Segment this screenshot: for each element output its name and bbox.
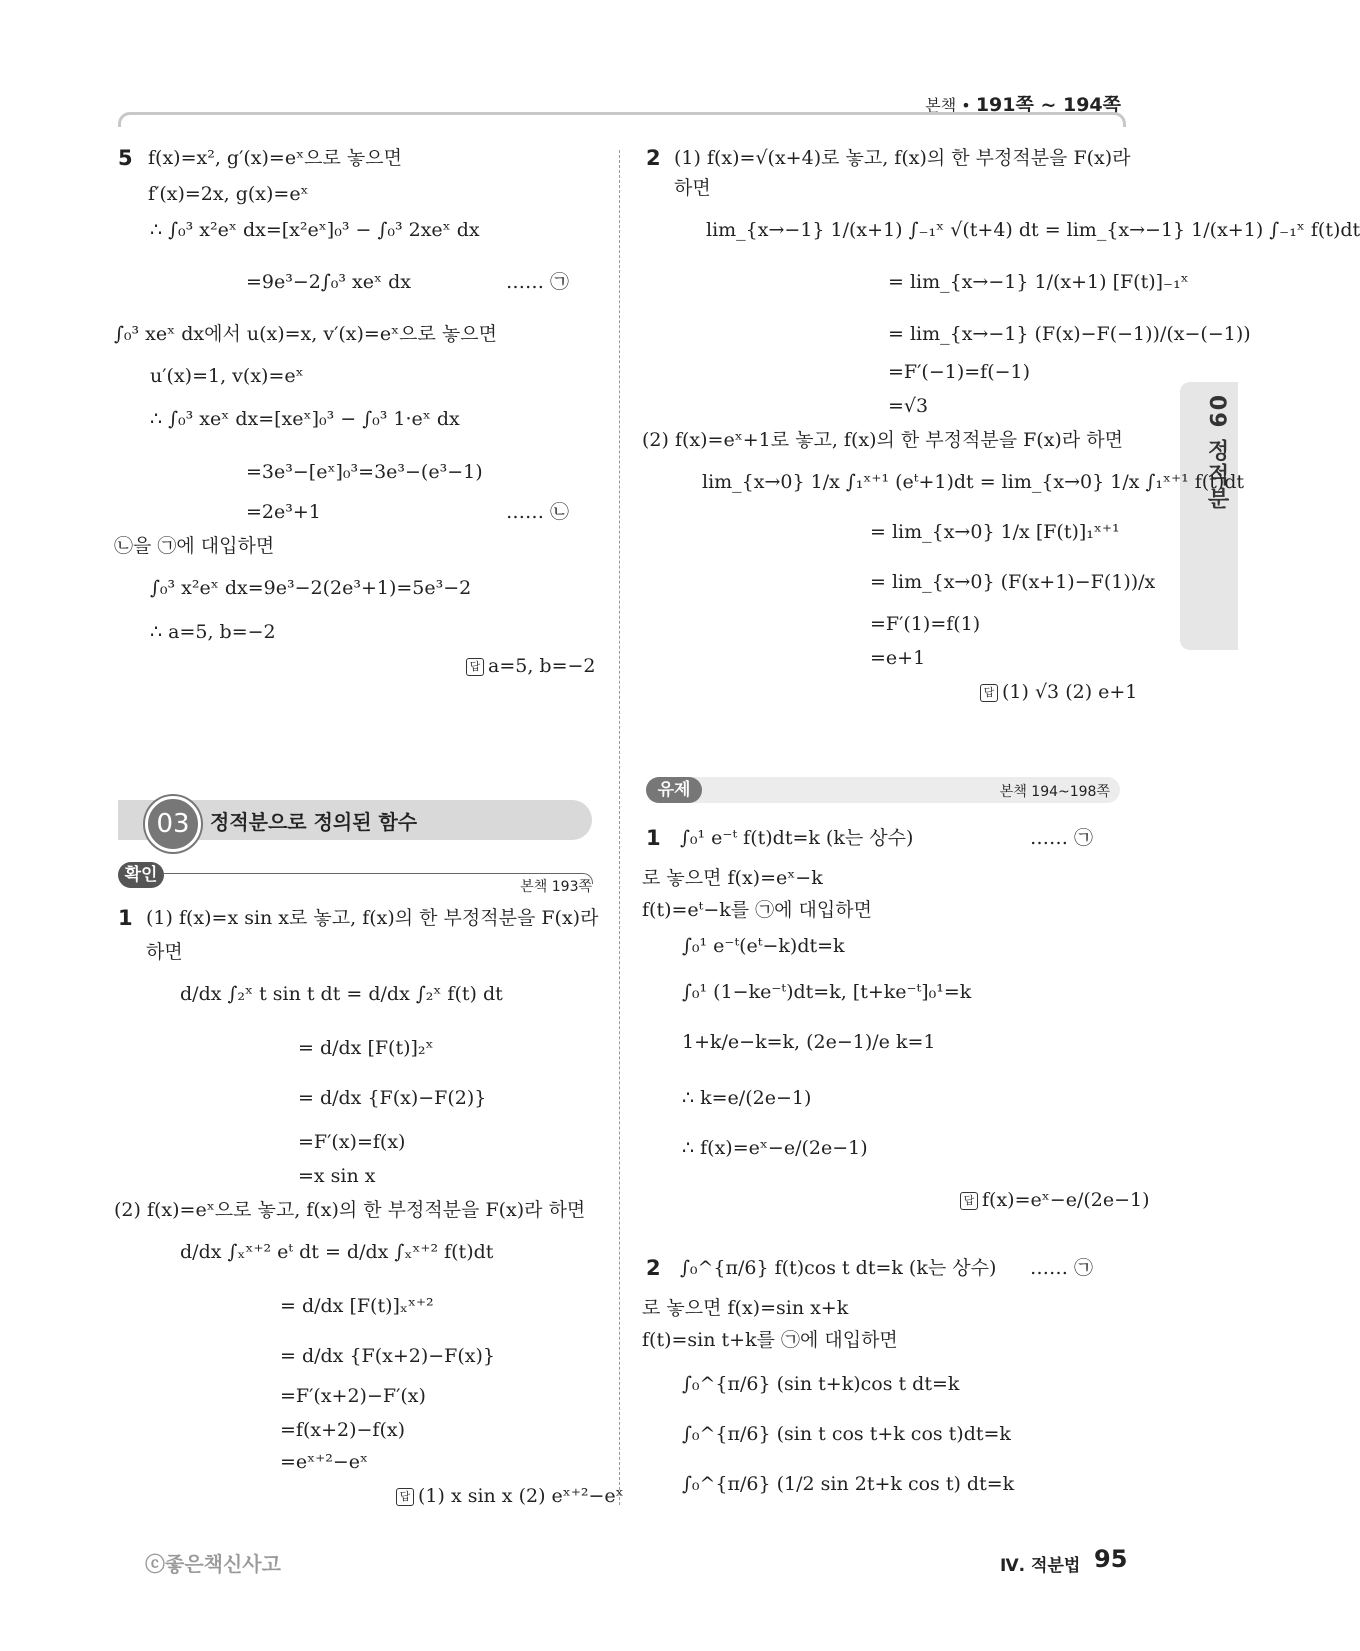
solution-line: ∫₀^{π/6} (sin t+k)cos t dt=k (682, 1373, 960, 1395)
solution-line: =2e³+1 (246, 501, 321, 523)
solution-line: ∫₀¹ e⁻ᵗ(eᵗ−k)dt=k (682, 935, 845, 957)
solution-line: (2) f(x)=eˣ+1로 놓고, f(x)의 한 부정적분을 F(x)라 하면 (642, 429, 1123, 451)
answer-text: f(x)=eˣ−e/(2e−1) (982, 1189, 1150, 1211)
solution-line: =F′(1)=f(1) (870, 613, 981, 635)
solution-line: ∴ a=5, b=−2 (150, 621, 276, 643)
solution-line: ∫₀^{π/6} f(t)cos t dt=k (k는 상수) (680, 1257, 997, 1279)
problem-number: 2 (646, 146, 661, 170)
solution-line: ∫₀³ x²eˣ dx=9e³−2(2e³+1)=5e³−2 (150, 577, 472, 599)
answer-icon: 답 (980, 684, 998, 702)
solution-line: 하면 (146, 941, 183, 963)
solution-line: (1) f(x)=x sin x로 놓고, f(x)의 한 부정적분을 F(x)라 (146, 907, 599, 929)
solution-line: = lim_{x→−1} (F(x)−F(−1))/(x−(−1)) (888, 323, 1251, 345)
solution-line: = d/dx {F(x)−F(2)} (298, 1087, 487, 1109)
footer-page-number: 95 (1094, 1545, 1128, 1573)
answer-line (466, 654, 596, 678)
solution-line: f(x)=x², g′(x)=eˣ으로 놓으면 (148, 147, 402, 169)
solution-line: 1+k/e−k=k, (2e−1)/e k=1 (682, 1031, 936, 1053)
problem-number: 5 (118, 146, 133, 170)
header-ref-prefix: 본책 • (925, 96, 976, 115)
practice-page-reference: 본책 194~198쪽 (999, 784, 1110, 800)
problem-number: 1 (646, 826, 661, 850)
confirm-page-reference: 본책 193쪽 (520, 879, 592, 895)
solution-line: 로 놓으면 f(x)=eˣ−k (642, 867, 823, 889)
solution-line: lim_{x→−1} 1/(x+1) ∫₋₁ˣ √(t+4) dt = lim_{x→−1} 1/(x+1) ∫₋₁ˣ f(t)dt (706, 219, 1360, 241)
solution-line: ∴ f(x)=eˣ−e/(2e−1) (682, 1137, 868, 1159)
answer-icon: 답 (396, 1488, 414, 1506)
confirm-badge: 확인 (118, 862, 164, 888)
top-rule (118, 112, 1126, 127)
solution-line: =3e³−[eˣ]₀³=3e³−(e³−1) (246, 461, 483, 483)
solution-line: = lim_{x→0} (F(x+1)−F(1))/x (870, 571, 1156, 593)
side-tab-label: 09 정적분 (1204, 395, 1229, 512)
solution-line: f′(x)=2x, g(x)=eˣ (148, 183, 309, 205)
solution-line: =F′(x+2)−F′(x) (280, 1385, 426, 1407)
solution-line: ∫₀¹ (1−ke⁻ᵗ)dt=k, [t+ke⁻ᵗ]₀¹=k (682, 981, 972, 1003)
solution-line: = lim_{x→−1} 1/(x+1) [F(t)]₋₁ˣ (888, 271, 1189, 293)
solution-line: = d/dx [F(t)]ₓˣ⁺² (280, 1295, 434, 1317)
solution-line: =9e³−2∫₀³ xeˣ dx (246, 271, 411, 293)
solution-line: lim_{x→0} 1/x ∫₁ˣ⁺¹ (eᵗ+1)dt = lim_{x→0} 1/x ∫₁ˣ⁺¹ f(t)dt (702, 471, 1245, 493)
solution-line: ㉡을 ㉠에 대입하면 (114, 535, 275, 557)
solution-line: 로 놓으면 f(x)=sin x+k (642, 1297, 849, 1319)
solution-line: = d/dx [F(t)]₂ˣ (298, 1037, 434, 1059)
answer-text: a=5, b=−2 (488, 655, 596, 677)
solution-line: =eˣ⁺²−eˣ (280, 1451, 369, 1473)
solution-line: = d/dx {F(x+2)−F(x)} (280, 1345, 495, 1367)
solution-line: =F′(x)=f(x) (298, 1131, 406, 1153)
solution-line: 하면 (674, 177, 711, 199)
solution-line: f(t)=eᵗ−k를 ㉠에 대입하면 (642, 899, 872, 921)
solution-line: =e+1 (870, 647, 926, 669)
answer-text: (1) √3 (2) e+1 (1002, 681, 1138, 703)
solution-line: = lim_{x→0} 1/x [F(t)]₁ˣ⁺¹ (870, 521, 1120, 543)
solution-line: ∫₀^{π/6} (1/2 sin 2t+k cos t) dt=k (682, 1473, 1015, 1495)
solution-line: ∴ ∫₀³ xeˣ dx=[xeˣ]₀³ − ∫₀³ 1·eˣ dx (150, 408, 460, 430)
problem-number: 2 (646, 1256, 661, 1280)
solution-line: =f(x+2)−f(x) (280, 1419, 405, 1441)
solution-line: d/dx ∫₂ˣ t sin t dt = d/dx ∫₂ˣ f(t) dt (180, 983, 503, 1005)
answer-line (960, 1188, 1150, 1212)
solution-line: ∫₀¹ e⁻ᵗ f(t)dt=k (k는 상수) (680, 827, 914, 849)
answer-line (396, 1484, 624, 1508)
header-ref-pages: 191쪽 ~ 194쪽 (975, 94, 1121, 116)
practice-badge: 유제 (646, 777, 702, 803)
solution-line: f(t)=sin t+k를 ㉠에 대입하면 (642, 1329, 898, 1351)
section-number: 03 (145, 796, 201, 852)
solution-line: (1) f(x)=√(x+4)로 놓고, f(x)의 한 부정적분을 F(x)라 (674, 147, 1131, 169)
solution-line: ∫₀^{π/6} (sin t cos t+k cos t)dt=k (682, 1423, 1011, 1445)
answer-line (980, 680, 1137, 704)
answer-icon: 답 (466, 658, 484, 676)
footer-chapter: Ⅳ. 적분법 (1000, 1556, 1081, 1576)
equation-mark: …… ㉠ (506, 271, 570, 293)
solution-line: =F′(−1)=f(−1) (888, 361, 1031, 383)
answer-icon: 답 (960, 1192, 978, 1210)
solution-line: (2) f(x)=eˣ으로 놓고, f(x)의 한 부정적분을 F(x)라 하면 (114, 1199, 586, 1221)
footer-publisher: ⓒ좋은책신사고 (145, 1552, 281, 1576)
equation-mark: …… ㉡ (506, 501, 570, 523)
solution-line: d/dx ∫ₓˣ⁺² eᵗ dt = d/dx ∫ₓˣ⁺² f(t)dt (180, 1241, 494, 1263)
equation-mark: …… ㉠ (1030, 1257, 1094, 1279)
solution-line: u′(x)=1, v(x)=eˣ (150, 365, 304, 387)
answer-text: (1) x sin x (2) eˣ⁺²−eˣ (418, 1485, 624, 1507)
equation-mark: …… ㉠ (1030, 827, 1094, 849)
solution-line: ∴ k=e/(2e−1) (682, 1087, 812, 1109)
problem-number: 1 (118, 906, 133, 930)
solution-line: =√3 (888, 395, 929, 417)
solution-line: ∴ ∫₀³ x²eˣ dx=[x²eˣ]₀³ − ∫₀³ 2xeˣ dx (150, 219, 480, 241)
solution-line: =x sin x (298, 1165, 376, 1187)
column-divider (619, 150, 620, 1505)
solution-line: ∫₀³ xeˣ dx에서 u(x)=x, v′(x)=eˣ으로 놓으면 (114, 323, 497, 345)
section-title: 정적분으로 정의된 함수 (210, 810, 418, 834)
